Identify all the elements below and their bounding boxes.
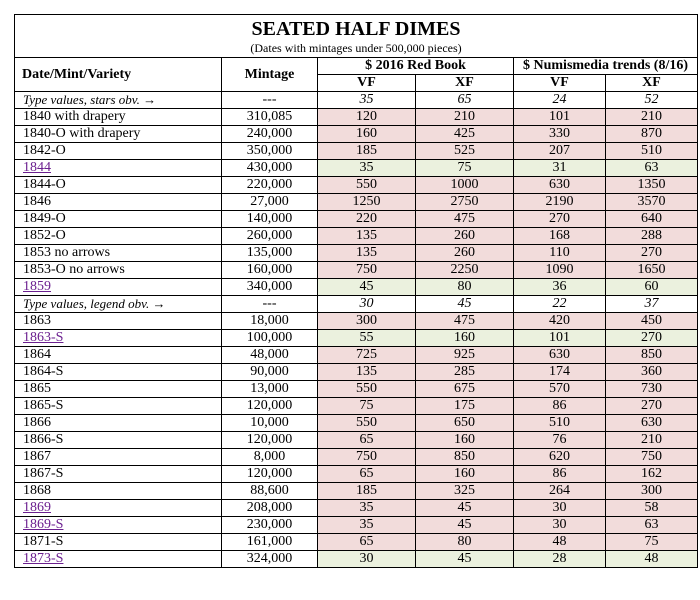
- table-row: [15, 449, 698, 466]
- table-row: [15, 160, 698, 177]
- title-cell: [15, 15, 698, 58]
- redbook-xf-cell: 65: [416, 92, 514, 109]
- table-row: [15, 109, 698, 126]
- numismedia-xf-cell: 52: [606, 92, 698, 109]
- numismedia-vf-cell: 101: [514, 109, 606, 126]
- half-dimes-table: [14, 14, 698, 568]
- redbook-vf-cell: 135: [318, 228, 416, 245]
- redbook-vf-cell: 35: [318, 500, 416, 517]
- table-row: [15, 194, 698, 211]
- type-values-row: [15, 296, 698, 313]
- redbook-vf-cell: 65: [318, 534, 416, 551]
- numismedia-xf-cell: 270: [606, 398, 698, 415]
- redbook-xf-cell: 2250: [416, 262, 514, 279]
- numismedia-xf-cell: 1650: [606, 262, 698, 279]
- mintage-cell: 260,000: [222, 228, 318, 245]
- numismedia-vf-cell: 207: [514, 143, 606, 160]
- redbook-xf-cell: 175: [416, 398, 514, 415]
- numismedia-xf-cell: 270: [606, 245, 698, 262]
- variety-cell[interactable]: [15, 279, 222, 296]
- redbook-vf-cell: 55: [318, 330, 416, 347]
- mintage-cell: 140,000: [222, 211, 318, 228]
- table-body: [15, 92, 698, 568]
- table-row: [15, 347, 698, 364]
- redbook-vf-cell: 35: [318, 160, 416, 177]
- redbook-xf-header: XF: [416, 75, 514, 92]
- numismedia-xf-header: XF: [606, 75, 698, 92]
- table-row: [15, 177, 698, 194]
- variety-link[interactable]: 1859: [23, 279, 51, 294]
- variety-cell[interactable]: [15, 551, 222, 568]
- variety-cell: 1865-S: [15, 398, 222, 415]
- mintage-cell: 27,000: [222, 194, 318, 211]
- numismedia-vf-cell: 510: [514, 415, 606, 432]
- table-row: [15, 211, 698, 228]
- table-row: [15, 279, 698, 296]
- table-row: [15, 228, 698, 245]
- redbook-vf-cell: 65: [318, 466, 416, 483]
- variety-link[interactable]: 1844: [23, 160, 51, 175]
- redbook-xf-cell: 80: [416, 279, 514, 296]
- redbook-xf-cell: 45: [416, 296, 514, 313]
- numismedia-vf-cell: 420: [514, 313, 606, 330]
- table-row: [15, 432, 698, 449]
- mintage-cell: ---: [222, 92, 318, 109]
- redbook-vf-cell: 550: [318, 415, 416, 432]
- table-row: [15, 143, 698, 160]
- variety-header: Date/Mint/Variety: [15, 58, 222, 92]
- redbook-vf-cell: 75: [318, 398, 416, 415]
- redbook-xf-cell: 160: [416, 330, 514, 347]
- variety-cell: 1853-O no arrows: [15, 262, 222, 279]
- table-row: [15, 126, 698, 143]
- mintage-cell: 120,000: [222, 466, 318, 483]
- redbook-vf-cell: 725: [318, 347, 416, 364]
- mintage-cell: 350,000: [222, 143, 318, 160]
- numismedia-vf-cell: 110: [514, 245, 606, 262]
- redbook-vf-cell: 135: [318, 364, 416, 381]
- redbook-header: $ 2016 Red Book: [318, 58, 514, 75]
- mintage-cell: 208,000: [222, 500, 318, 517]
- numismedia-vf-cell: 270: [514, 211, 606, 228]
- redbook-xf-cell: 675: [416, 381, 514, 398]
- mintage-cell: 10,000: [222, 415, 318, 432]
- numismedia-xf-cell: 270: [606, 330, 698, 347]
- mintage-cell: 88,600: [222, 483, 318, 500]
- variety-cell: 1853 no arrows: [15, 245, 222, 262]
- redbook-xf-cell: 850: [416, 449, 514, 466]
- redbook-vf-cell: 750: [318, 262, 416, 279]
- variety-cell: Type values, stars obv. →: [15, 92, 222, 109]
- mintage-cell: 135,000: [222, 245, 318, 262]
- redbook-vf-cell: 220: [318, 211, 416, 228]
- numismedia-xf-cell: 60: [606, 279, 698, 296]
- variety-cell: 1864-S: [15, 364, 222, 381]
- numismedia-vf-cell: 330: [514, 126, 606, 143]
- variety-link[interactable]: 1869: [23, 500, 51, 515]
- table-row: [15, 517, 698, 534]
- numismedia-vf-cell: 1090: [514, 262, 606, 279]
- numismedia-xf-cell: 58: [606, 500, 698, 517]
- table-title: SEATED HALF DIMES: [251, 18, 461, 40]
- redbook-xf-cell: 160: [416, 432, 514, 449]
- numismedia-vf-cell: 24: [514, 92, 606, 109]
- group-header-row: [15, 58, 698, 75]
- numismedia-xf-cell: 850: [606, 347, 698, 364]
- numismedia-vf-header: VF: [514, 75, 606, 92]
- redbook-xf-cell: 2750: [416, 194, 514, 211]
- numismedia-xf-cell: 360: [606, 364, 698, 381]
- title-row: [15, 15, 698, 58]
- numismedia-vf-cell: 28: [514, 551, 606, 568]
- mintage-cell: 340,000: [222, 279, 318, 296]
- numismedia-xf-cell: 730: [606, 381, 698, 398]
- variety-cell: 1844-O: [15, 177, 222, 194]
- numismedia-vf-cell: 2190: [514, 194, 606, 211]
- half-dimes-table-container: [14, 14, 689, 568]
- numismedia-vf-cell: 22: [514, 296, 606, 313]
- table-subtitle: (Dates with mintages under 500,000 pieces): [250, 41, 462, 55]
- numismedia-vf-cell: 30: [514, 517, 606, 534]
- redbook-vf-cell: 65: [318, 432, 416, 449]
- numismedia-xf-cell: 750: [606, 449, 698, 466]
- numismedia-vf-cell: 86: [514, 398, 606, 415]
- redbook-xf-cell: 285: [416, 364, 514, 381]
- variety-link[interactable]: 1873-S: [23, 551, 64, 566]
- type-values-row: [15, 92, 698, 109]
- numismedia-xf-cell: 450: [606, 313, 698, 330]
- numismedia-xf-cell: 63: [606, 517, 698, 534]
- redbook-xf-cell: 260: [416, 245, 514, 262]
- redbook-vf-header: VF: [318, 75, 416, 92]
- redbook-vf-cell: 35: [318, 92, 416, 109]
- variety-cell: 1846: [15, 194, 222, 211]
- mintage-cell: 230,000: [222, 517, 318, 534]
- redbook-vf-cell: 185: [318, 483, 416, 500]
- redbook-vf-cell: 120: [318, 109, 416, 126]
- variety-cell[interactable]: [15, 330, 222, 347]
- mintage-cell: 430,000: [222, 160, 318, 177]
- numismedia-vf-cell: 630: [514, 347, 606, 364]
- mintage-header: Mintage: [222, 58, 318, 92]
- numismedia-xf-cell: 37: [606, 296, 698, 313]
- mintage-cell: 13,000: [222, 381, 318, 398]
- variety-cell: 1849-O: [15, 211, 222, 228]
- redbook-xf-cell: 45: [416, 517, 514, 534]
- numismedia-vf-cell: 264: [514, 483, 606, 500]
- numismedia-xf-cell: 162: [606, 466, 698, 483]
- redbook-xf-cell: 325: [416, 483, 514, 500]
- numismedia-xf-cell: 210: [606, 432, 698, 449]
- numismedia-xf-cell: 210: [606, 109, 698, 126]
- table-row: [15, 381, 698, 398]
- variety-cell[interactable]: [15, 517, 222, 534]
- redbook-xf-cell: 45: [416, 551, 514, 568]
- mintage-cell: 240,000: [222, 126, 318, 143]
- numismedia-header: $ Numismedia trends (8/16): [514, 58, 698, 75]
- numismedia-vf-cell: 76: [514, 432, 606, 449]
- redbook-xf-cell: 210: [416, 109, 514, 126]
- variety-cell: Type values, legend obv. →: [15, 296, 222, 313]
- variety-cell: 1871-S: [15, 534, 222, 551]
- redbook-vf-cell: 750: [318, 449, 416, 466]
- redbook-vf-cell: 185: [318, 143, 416, 160]
- table-row: [15, 245, 698, 262]
- numismedia-vf-cell: 168: [514, 228, 606, 245]
- variety-link[interactable]: 1869-S: [23, 517, 64, 532]
- numismedia-vf-cell: 174: [514, 364, 606, 381]
- redbook-xf-cell: 425: [416, 126, 514, 143]
- redbook-xf-cell: 160: [416, 466, 514, 483]
- redbook-xf-cell: 75: [416, 160, 514, 177]
- redbook-xf-cell: 475: [416, 313, 514, 330]
- redbook-vf-cell: 550: [318, 177, 416, 194]
- redbook-xf-cell: 650: [416, 415, 514, 432]
- variety-cell[interactable]: [15, 500, 222, 517]
- mintage-cell: 18,000: [222, 313, 318, 330]
- numismedia-vf-cell: 570: [514, 381, 606, 398]
- variety-cell: 1840 with drapery: [15, 109, 222, 126]
- numismedia-xf-cell: 1350: [606, 177, 698, 194]
- table-row: [15, 534, 698, 551]
- redbook-xf-cell: 525: [416, 143, 514, 160]
- mintage-cell: 120,000: [222, 432, 318, 449]
- mintage-cell: 161,000: [222, 534, 318, 551]
- mintage-cell: 100,000: [222, 330, 318, 347]
- mintage-cell: 220,000: [222, 177, 318, 194]
- numismedia-vf-cell: 31: [514, 160, 606, 177]
- table-row: [15, 313, 698, 330]
- numismedia-vf-cell: 48: [514, 534, 606, 551]
- redbook-vf-cell: 550: [318, 381, 416, 398]
- redbook-vf-cell: 45: [318, 279, 416, 296]
- mintage-cell: 160,000: [222, 262, 318, 279]
- table-row: [15, 500, 698, 517]
- table-row: [15, 415, 698, 432]
- numismedia-xf-cell: 75: [606, 534, 698, 551]
- redbook-vf-cell: 300: [318, 313, 416, 330]
- redbook-vf-cell: 35: [318, 517, 416, 534]
- numismedia-xf-cell: 640: [606, 211, 698, 228]
- numismedia-xf-cell: 48: [606, 551, 698, 568]
- numismedia-vf-cell: 36: [514, 279, 606, 296]
- variety-cell: 1863: [15, 313, 222, 330]
- numismedia-vf-cell: 86: [514, 466, 606, 483]
- mintage-cell: 120,000: [222, 398, 318, 415]
- table-row: [15, 262, 698, 279]
- redbook-vf-cell: 30: [318, 296, 416, 313]
- numismedia-xf-cell: 63: [606, 160, 698, 177]
- variety-cell[interactable]: [15, 160, 222, 177]
- redbook-vf-cell: 30: [318, 551, 416, 568]
- numismedia-xf-cell: 510: [606, 143, 698, 160]
- numismedia-xf-cell: 3570: [606, 194, 698, 211]
- numismedia-vf-cell: 101: [514, 330, 606, 347]
- variety-cell: 1865: [15, 381, 222, 398]
- redbook-xf-cell: 260: [416, 228, 514, 245]
- variety-cell: 1842-O: [15, 143, 222, 160]
- numismedia-vf-cell: 30: [514, 500, 606, 517]
- mintage-cell: 90,000: [222, 364, 318, 381]
- table-row: [15, 330, 698, 347]
- numismedia-xf-cell: 870: [606, 126, 698, 143]
- redbook-vf-cell: 1250: [318, 194, 416, 211]
- variety-cell: 1866-S: [15, 432, 222, 449]
- mintage-cell: ---: [222, 296, 318, 313]
- numismedia-vf-cell: 630: [514, 177, 606, 194]
- mintage-cell: 48,000: [222, 347, 318, 364]
- table-row: [15, 483, 698, 500]
- numismedia-xf-cell: 300: [606, 483, 698, 500]
- variety-cell: 1867: [15, 449, 222, 466]
- numismedia-xf-cell: 630: [606, 415, 698, 432]
- variety-cell: 1852-O: [15, 228, 222, 245]
- variety-cell: 1864: [15, 347, 222, 364]
- redbook-vf-cell: 135: [318, 245, 416, 262]
- redbook-xf-cell: 925: [416, 347, 514, 364]
- variety-link[interactable]: 1863-S: [23, 330, 64, 345]
- table-row: [15, 364, 698, 381]
- table-row: [15, 551, 698, 568]
- variety-cell: 1867-S: [15, 466, 222, 483]
- redbook-xf-cell: 45: [416, 500, 514, 517]
- numismedia-vf-cell: 620: [514, 449, 606, 466]
- redbook-xf-cell: 80: [416, 534, 514, 551]
- mintage-cell: 310,085: [222, 109, 318, 126]
- table-row: [15, 466, 698, 483]
- redbook-xf-cell: 475: [416, 211, 514, 228]
- variety-cell: 1866: [15, 415, 222, 432]
- mintage-cell: 324,000: [222, 551, 318, 568]
- table-row: [15, 398, 698, 415]
- variety-cell: 1868: [15, 483, 222, 500]
- redbook-vf-cell: 160: [318, 126, 416, 143]
- numismedia-xf-cell: 288: [606, 228, 698, 245]
- redbook-xf-cell: 1000: [416, 177, 514, 194]
- variety-cell: 1840-O with drapery: [15, 126, 222, 143]
- mintage-cell: 8,000: [222, 449, 318, 466]
